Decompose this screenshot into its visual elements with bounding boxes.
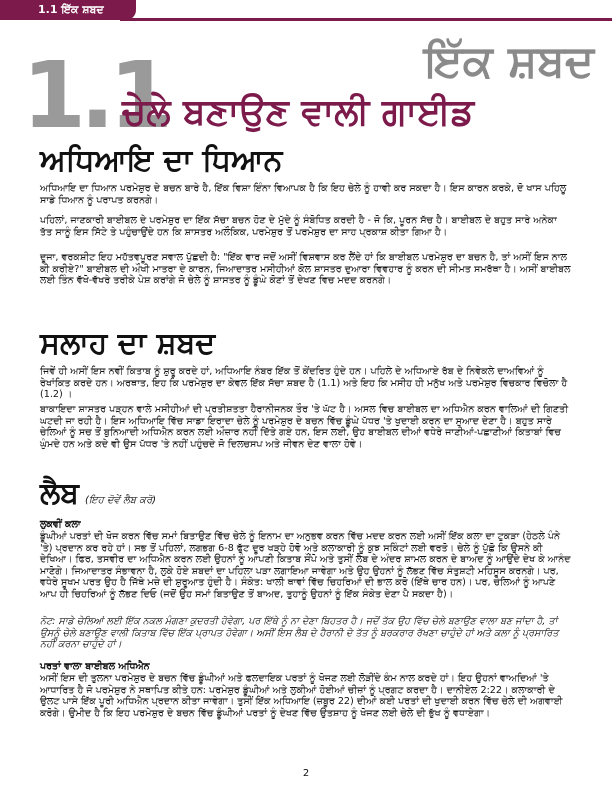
- lab-paragraph-3: ਅਸੀਂ ਇਸ ਦੀ ਤੁਲਨਾ ਪਰਮੇਸ਼ੁਰ ਦੇ ਬਚਨ ਵਿੱਚ ਡੂੰਘੀਆਂ ਅਤੇ ਫਲਦਾਇਕ ਪਰਤਾਂ ਨੂੰ ਖੋਜਣ ਲਈ ਲੋੜੀਂਦੇ ਕੰਮ ਨਾਲ ਕਰਦੇ ਹਾਂ। ਇਹ ਉਹਨਾਂ ਵਾਅਦਿਆਂ 'ਤੇ ਆਧਾਰਿਤ ਹੈ ਜੋ ਪਰਮੇਸ਼ੁਰ ਨੇ ਸਥਾਪਿਤ ਕੀਤੇ ਹਨ: ਪਰਮੇਸ਼ੁਰ ਡੂੰਘੀਆਂ ਅਤੇ ਲੁਕੀਆਂ ਹੋਈਆਂ ਚੀਜ਼ਾਂ ਨੂੰ ਪ੍ਰਗਟ ਕਰਦਾ ਹੈ। ਦਾਨੀਏਲ 2:22। ਕਲਾਕਾਰੀ ਦੇ ਉਲਟ ਪਾਸੇ ਇੱਕ ਪੂਰੀ ਅਧਿਐਨ ਪ੍ਰਦਾਨ ਕੀਤਾ ਜਾਵੇਗਾ। ਤੁਸੀਂ ਇੱਕ ਅਧਿਆਇ (ਜ਼ਬੂਰ 22) ਦੀਆਂ ਕਈ ਪਰਤਾਂ ਦੀ ਖੁਦਾਈ ਕਰਨ ਵਿੱਚ ਚੇਲੇ ਦੀ ਅਗਵਾਈ ਕਰੋਗੇ। ਉਮੀਦ ਹੈ ਕਿ ਇਹ ਪਰਮੇਸ਼ੁਰ ਦੇ ਬਚਨ ਵਿੱਚ ਡੂੰਘੀਆਂ ਪਰਤਾਂ ਨੂੰ ਦੇਖਣ ਵਿੱਚ ਉਤਸ਼ਾਹ ਨੂੰ ਖੋਜਣ ਲਈ ਚੇਲੇ ਦੀ ਭੁੱਖ ਨੂੰ ਵਧਾਏਗਾ।: [40, 673, 563, 719]
- lab-heading: [40, 476, 156, 511]
- lab-note-paragraph: ਨੋਟ: ਸਾਡੇ ਚੇਲਿਆਂ ਲਈ ਇੱਕ ਨਕਲ ਮੰਗਣਾ ਕੁਦਰਤੀ ਹੋਵੇਗਾ, ਪਰ ਇੱਥੇ ਨੂੰ ਨਾ ਦੇਣਾ ਬਿਹਤਰ ਹੈ। ਜਦੋਂ ਤੱਕ ਉਹ ਵਿੱਚ ਚੇਲੇ ਬਣਾਉਣ ਵਾਲਾ ਬਣ ਜਾਂਦਾ ਹੈ, ਤਾਂ ਉਸਨੂੰ ਚੇਲੇ ਬਣਾਉਣ ਵਾਲੀ ਕਿਤਾਬ ਵਿੱਚ ਇੱਕ ਪ੍ਰਾਪਤ ਹੋਵੇਗਾ। ਅਸੀਂ ਇਸ ਲੈਬ ਦੇ ਹੈਰਾਨੀ ਦੇ ਤੱਤ ਨੂੰ ਬਰਕਰਾਰ ਰੱਖਣਾ ਚਾਹੁੰਦੇ ਹਾਂ ਅਤੇ ਕਲਾ ਨੂੰ ਪ੍ਰਸਾਰਿਤ ਨਹੀਂ ਕਰਨਾ ਚਾਹੁੰਦੇ ਹਾਂ।: [40, 616, 559, 651]
- advice-heading: ਸਲਾਹ ਦਾ ਸ਼ਬਦ: [40, 326, 216, 361]
- layered-study-subheading: ਪਰਤਾਂ ਵਾਲਾ ਬਾਈਬਲ ਅਧਿਐਨ: [40, 661, 150, 672]
- lab-paragraph-1: ਡੂੰਘੀਆਂ ਪਰਤਾਂ ਦੀ ਖੋਜ ਕਰਨ ਵਿੱਚ ਸਮਾਂ ਬਿਤਾਉਣ ਵਿੱਚ ਚੇਲੇ ਨੂੰ ਇਨਾਮ ਦਾ ਅਨੁਭਵ ਕਰਨ ਵਿੱਚ ਮਦਦ ਕਰਨ ਲਈ ਅਸੀਂ ਇੱਕ ਕਲਾ ਦਾ ਟੁਕੜਾ (ਹੇਠਲੇ ਪੰਨੇ 'ਤੇ) ਪ੍ਰਦਾਨ ਕਰ ਰਹੇ ਹਾਂ। ਸਭ ਤੋਂ ਪਹਿਲਾਂ, ਲਗਭਗ 6-8 ਫੁੱਟ ਦੂਰ ਖੜ੍ਹੇ ਹੋਵੋ ਅਤੇ ਕਲਾਕਾਰੀ ਨੂੰ ਕੁਝ ਸਕਿੰਟਾਂ ਲਈ ਵਰਤੋ। ਚੇਲੇ ਨੂੰ ਪੁੱਛੋ ਕਿ ਉਸਨੇ ਕੀ ਦੇਖਿਆ। ਫਿਰ, ਤਸਵੀਰ ਦਾ ਅਧਿਐਨ ਕਰਨ ਲਈ ਉਹਨਾਂ ਨੂੰ ਆਪਣੀ ਕਿਤਾਬ ਸੌਂਪੋ ਅਤੇ ਤੁਸੀਂ ਲੈਬ ਦੇ ਅੰਦਰ ਸ਼ਾਮਲ ਕਰਨ ਦੇ ਬਾਅਦ ਨੂੰ ਆਉਂਦੇ ਦੇਖ ਕੇ ਆਨੰਦ ਮਾਣੋਗੇ। ਜਿਆਦਾਤਰ ਸੰਭਾਵਨਾ ਹੈ, ਲੁਕੇ ਹੋਏ ਸ਼ਬਦਾਂ ਦਾ ਪਹਿਲਾ ਪੜਾ ਲਗਾਇਆ ਜਾਵੇਗਾ ਅਤੇ ਉਹ ਉਹਨਾਂ ਨੂੰ ਲੱਭਣ ਵਿੱਚ ਸੰਤੁਸ਼ਟੀ ਮਹਿਸੂਸ ਕਰਨਗੇ। ਪਰ, ਵਧੇਰੇ ਸੂਖਮ ਪਰਤ ਉਹ ਹੈ ਜਿੱਥੇ ਮਜ਼ੇ ਦੀ ਸ਼ੁਰੂਆਤ ਹੁੰਦੀ ਹੈ। ਸੰਕੇਤ: ਖਾਲੀ ਥਾਵਾਂ ਵਿੱਚ ਚਿਹਰਿਆਂ ਦੀ ਭਾਲ ਕਰੋ (ਇੱਥੇ ਚਾਰ ਹਨ)। ਪਰ, ਚੇਲਿਆਂ ਨੂੰ ਆਪਣੇ ਆਪ ਹੀ ਚਿਹਰਿਆਂ ਨੂੰ ਲੱਭਣ ਦਿਓ (ਜਦੋਂ ਉਹ ਸਮਾਂ ਬਿਤਾਉਣ ਤੋਂ ਬਾਅਦ, ਤੁਹਾਨੂੰ ਉਹਨਾਂ ਨੂੰ ਇੱਕ ਸੰਕੇਤ ਦੇਣਾ ਪੈ ਸਕਦਾ ਹੈ)।: [40, 531, 571, 600]
- chapter-tab-label: 1.1 ਇੱਕ ਸ਼ਬਦ: [38, 3, 104, 16]
- focus-heading: ਅਧਿਆਇ ਦਾ ਧਿਆਨ: [40, 143, 283, 178]
- advice-paragraph-1: ਜਿਵੇਂ ਹੀ ਅਸੀਂ ਇਸ ਨਵੀਂ ਕਿਤਾਬ ਨੂੰ ਸ਼ੁਰੂ ਕਰਦੇ ਹਾਂ, ਅਧਿਆਇ ਨੰਬਰ ਇੱਕ ਤੋਂ ਕੇਂਦਰਿਤ ਹੁੰਦੇ ਹਨ। ਪਹਿਲੇ ਦੇ ਅਧਿਆਏ ਰੱਬ ਦੇ ਨਿਵੇਕਲੇ ਦਾਅਵਿਆਂ ਨੂੰ ਰੇਖਾਂਕਿਤ ਕਰਦੇ ਹਨ। ਅਰਥਾਤ, ਇਹ ਕਿ ਪਰਮੇਸ਼ੁਰ ਦਾ ਕੇਵਲ ਇੱਕ ਸੱਚਾ ਸ਼ਬਦ ਹੈ (1.1) ਅਤੇ ਇਹ ਕਿ ਮਸੀਹ ਹੀ ਮਨੁੱਖ ਅਤੇ ਪਰਮੇਸ਼ੁਰ ਵਿਚਕਾਰ ਵਿਚੋਲਾ ਹੈ (1.2) ।: [40, 366, 568, 401]
- chapter-tab: [0, 0, 136, 20]
- header-rule: [120, 18, 612, 21]
- advice-paragraph-2: ਬਾਕਾਇਦਾ ਸ਼ਾਸਤਰ ਪੜ੍ਹਨ ਵਾਲੇ ਮਸੀਹੀਆਂ ਦੀ ਪ੍ਰਤੀਸ਼ਤਤਾ ਹੈਰਾਨੀਜਨਕ ਤੌਰ 'ਤੇ ਘੱਟ ਹੈ। ਅਸਲ ਵਿਚ ਬਾਈਬਲ ਦਾ ਅਧਿਐਨ ਕਰਨ ਵਾਲਿਆਂ ਦੀ ਗਿਣਤੀ ਘਟਦੀ ਜਾ ਰਹੀ ਹੈ। ਇਸ ਅਧਿਆਇ ਵਿੱਚ ਸਾਡਾ ਇਰਾਦਾ ਚੇਲੇ ਨੂੰ ਪਰਮੇਸ਼ੁਰ ਦੇ ਬਚਨ ਵਿੱਚ ਡੂੰਘੇ ਪੱਧਰ 'ਤੇ ਖੁਦਾਈ ਕਰਨ ਦਾ ਸੁਆਦ ਦੇਣਾ ਹੈ। ਬਹੁਤ ਸਾਰੇ ਚੇਲਿਆਂ ਨੂੰ ਸਚ ਤੋਂ ਬੁਨਿਆਦੀ ਅਧਿਐਨ ਕਰਨ ਲਈ ਔਜ਼ਾਰ ਨਹੀਂ ਦਿੱਤੇ ਗਏ ਹਨ, ਇਸ ਲਈ, ਉਹ ਬਾਈਬਲ ਦੀਆਂ ਵਧੇਰੇ ਜਾਣੀਆਂ-ਪਛਾਣੀਆਂ ਕਿਤਾਬਾਂ ਵਿਚ ਘੁੰਮਦੇ ਹਨ ਅਤੇ ਕਦੇ ਵੀ ਉਸ ਪੱਧਰ 'ਤੇ ਨਹੀਂ ਪਹੁੰਚਦੇ ਜੋ ਦਿਲਚਸਪ ਅਤੇ ਜੀਵਨ ਦੇਣ ਵਾਲਾ ਹੋਵੇ।: [40, 404, 569, 450]
- chapter-word-title: ਇੱਕ ਸ਼ਬਦ: [424, 36, 594, 87]
- focus-paragraph-1: ਅਧਿਆਇ ਦਾ ਧਿਆਨ ਪਰਮੇਸ਼ੁਰ ਦੇ ਬਚਨ ਬਾਰੇ ਹੈ, ਇੱਕ ਵਿਸ਼ਾ ਇੰਨਾ ਵਿਆਪਕ ਹੈ ਕਿ ਇਹ ਚੇਲੇ ਨੂੰ ਹਾਵੀ ਕਰ ਸਕਦਾ ਹੈ। ਇਸ ਕਾਰਨ ਕਰਕੇ, ਦੋ ਖਾਸ ਪਹਿਲੂ ਸਾਡੇ ਧਿਆਨ ਨੂੰ ਪਰਾਪਤ ਕਰਨਗੇ।: [40, 183, 567, 206]
- guide-title: ਚੇਲੇ ਬਣਾਉਣ ਵਾਲੀ ਗਾਈਡ: [122, 92, 475, 133]
- hidden-art-subheading: ਲੁਕਵੀਂ ਕਲਾ: [40, 519, 81, 530]
- focus-paragraph-3: ਦੂਜਾ, ਵਰਕਸ਼ੀਟ ਇਹ ਮਹੱਤਵਪੂਰਣ ਸਵਾਲ ਪੁੱਛਦੀ ਹੈ: "ਇੱਕ ਵਾਰ ਜਦੋਂ ਅਸੀਂ ਵਿਸ਼ਵਾਸ ਕਰ ਲੈਂਦੇ ਹਾਂ ਕਿ ਬਾਈਬਲ ਪਰਮੇਸ਼ੁਰ ਦਾ ਬਚਨ ਹੈ, ਤਾਂ ਅਸੀਂ ਇਸ ਨਾਲ ਕੀ ਕਰੀਏ?" ਬਾਈਬਲ ਦੀ ਔਖੀ ਮਾਤਰਾ ਦੇ ਕਾਰਨ, ਜਿਆਦਾਤਰ ਮਸੀਹੀਆਂ ਕੋਲ ਸ਼ਾਸਤਰ ਦੁਆਰਾ ਵਿਵਹਾਰ ਨੂੰ ਕਰਨ ਦੀ ਸੀਮਤ ਸਮਰੱਥਾ ਹੈ। ਅਸੀਂ ਬਾਈਬਲ ਲਈ ਤਿੰਨ ਵੱਖੋ-ਵੱਖਰੇ ਤਰੀਕੇ ਪੇਸ਼ ਕਰਾਂਗੇ ਜੋ ਚੇਲੇ ਨੂੰ ਸ਼ਾਸਤਰ ਨੂੰ ਡੂੰਘੇ ਕੋਣਾਂ ਤੋਂ ਦੇਖਣ ਵਿਚ ਮਦਦ ਕਰਨਗੇ।: [40, 252, 571, 287]
- page-number: 2: [302, 768, 310, 779]
- chapter-number: 1.1: [22, 42, 167, 149]
- lab-heading-text: ਲੈਬ: [40, 476, 79, 511]
- focus-paragraph-2: ਪਹਿਲਾਂ, ਜਾਣਕਾਰੀ ਬਾਈਬਲ ਦੇ ਪਰਮੇਸ਼ੁਰ ਦਾ ਇੱਕ ਸੱਚਾ ਬਚਨ ਹੋਣ ਦੇ ਮੁੱਦੇ ਨੂੰ ਸੰਬੋਧਿਤ ਕਰਦੀ ਹੈ - ਜੋ ਕਿ, ਪੂਰਨ ਸੱਚ ਹੈ। ਬਾਈਬਲ ਦੇ ਬਹੁਤ ਸਾਰੇ ਅਨੇਕਾ ਤੱਤ ਸਾਨੂੰ ਇਸ ਸਿੱਟੇ ਤੇ ਪਹੁੰਚਾਉਂਦੇ ਹਨ ਕਿ ਸ਼ਾਸਤਰ ਅਲੌਕਿਕ, ਪਰਮੇਸ਼ੁਰ ਤੋਂ ਪਰਮੇਸ਼ੁਰ ਦਾ ਸਾਹ ਪ੍ਰਕਾਸ਼ ਕੀਤਾ ਗਿਆ ਹੈ।: [40, 215, 557, 238]
- lab-note: (ਇਹ ਦੋਵੇਂ ਲੈਬ ਕਰੋ): [85, 495, 157, 506]
